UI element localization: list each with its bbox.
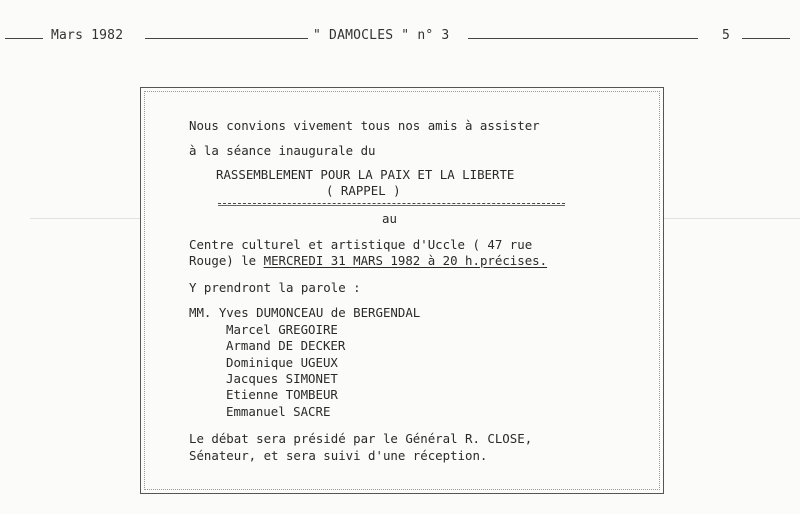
speakers-intro: Y prendront la parole : xyxy=(189,280,361,295)
speaker-name: Yves DUMONCEAU de BERGENDAL xyxy=(218,305,421,320)
au-line: au xyxy=(382,211,397,226)
scan-artifact-line xyxy=(30,218,140,219)
speaker-name: Emmanuel SACRE xyxy=(226,404,331,419)
speaker-row xyxy=(189,304,420,321)
header-journal-title: " DAMOCLES " n° 3 xyxy=(313,28,450,43)
header-page-number: 5 xyxy=(722,28,731,43)
header-rule-mid-right xyxy=(468,38,698,39)
venue-line-1: Centre culturel et artistique d'Uccle ( 47 rue xyxy=(189,237,533,252)
event-subtitle: ( RAPPEL ) xyxy=(326,183,401,198)
speaker-name: Etienne TOMBEUR xyxy=(226,387,338,402)
closing-line-2: Sénateur, et sera suivi d'une réception. xyxy=(189,448,488,463)
intro-line-2: à la séance inaugurale du xyxy=(189,143,376,158)
venue-line-2-start: Rouge) le xyxy=(189,253,264,268)
intro-line-1: Nous convions vivement tous nos amis à assister xyxy=(189,118,540,133)
closing-line-1: Le débat sera présidé par le Général R. CLOSE, xyxy=(189,431,533,446)
page-header xyxy=(0,28,800,48)
speaker-name: Jacques SIMONET xyxy=(226,371,338,386)
header-rule-left xyxy=(5,38,43,39)
event-date: MERCREDI 31 MARS 1982 à 20 h.précises. xyxy=(263,253,548,268)
speaker-name: Armand DE DECKER xyxy=(226,338,346,353)
speaker-name: Dominique UGEUX xyxy=(226,355,338,370)
speaker-name: Marcel GREGOIRE xyxy=(226,322,338,337)
scan-artifact-line xyxy=(664,218,800,219)
header-rule-mid-left xyxy=(145,38,308,39)
title-solid-rule xyxy=(218,205,565,206)
venue-line-2 xyxy=(189,252,547,269)
event-title: RASSEMBLEMENT POUR LA PAIX ET LA LIBERTE xyxy=(216,167,515,182)
header-date: Mars 1982 xyxy=(51,28,124,43)
speakers-prefix: MM. xyxy=(189,305,219,320)
header-rule-right xyxy=(742,38,790,39)
title-dashed-rule xyxy=(218,203,565,204)
